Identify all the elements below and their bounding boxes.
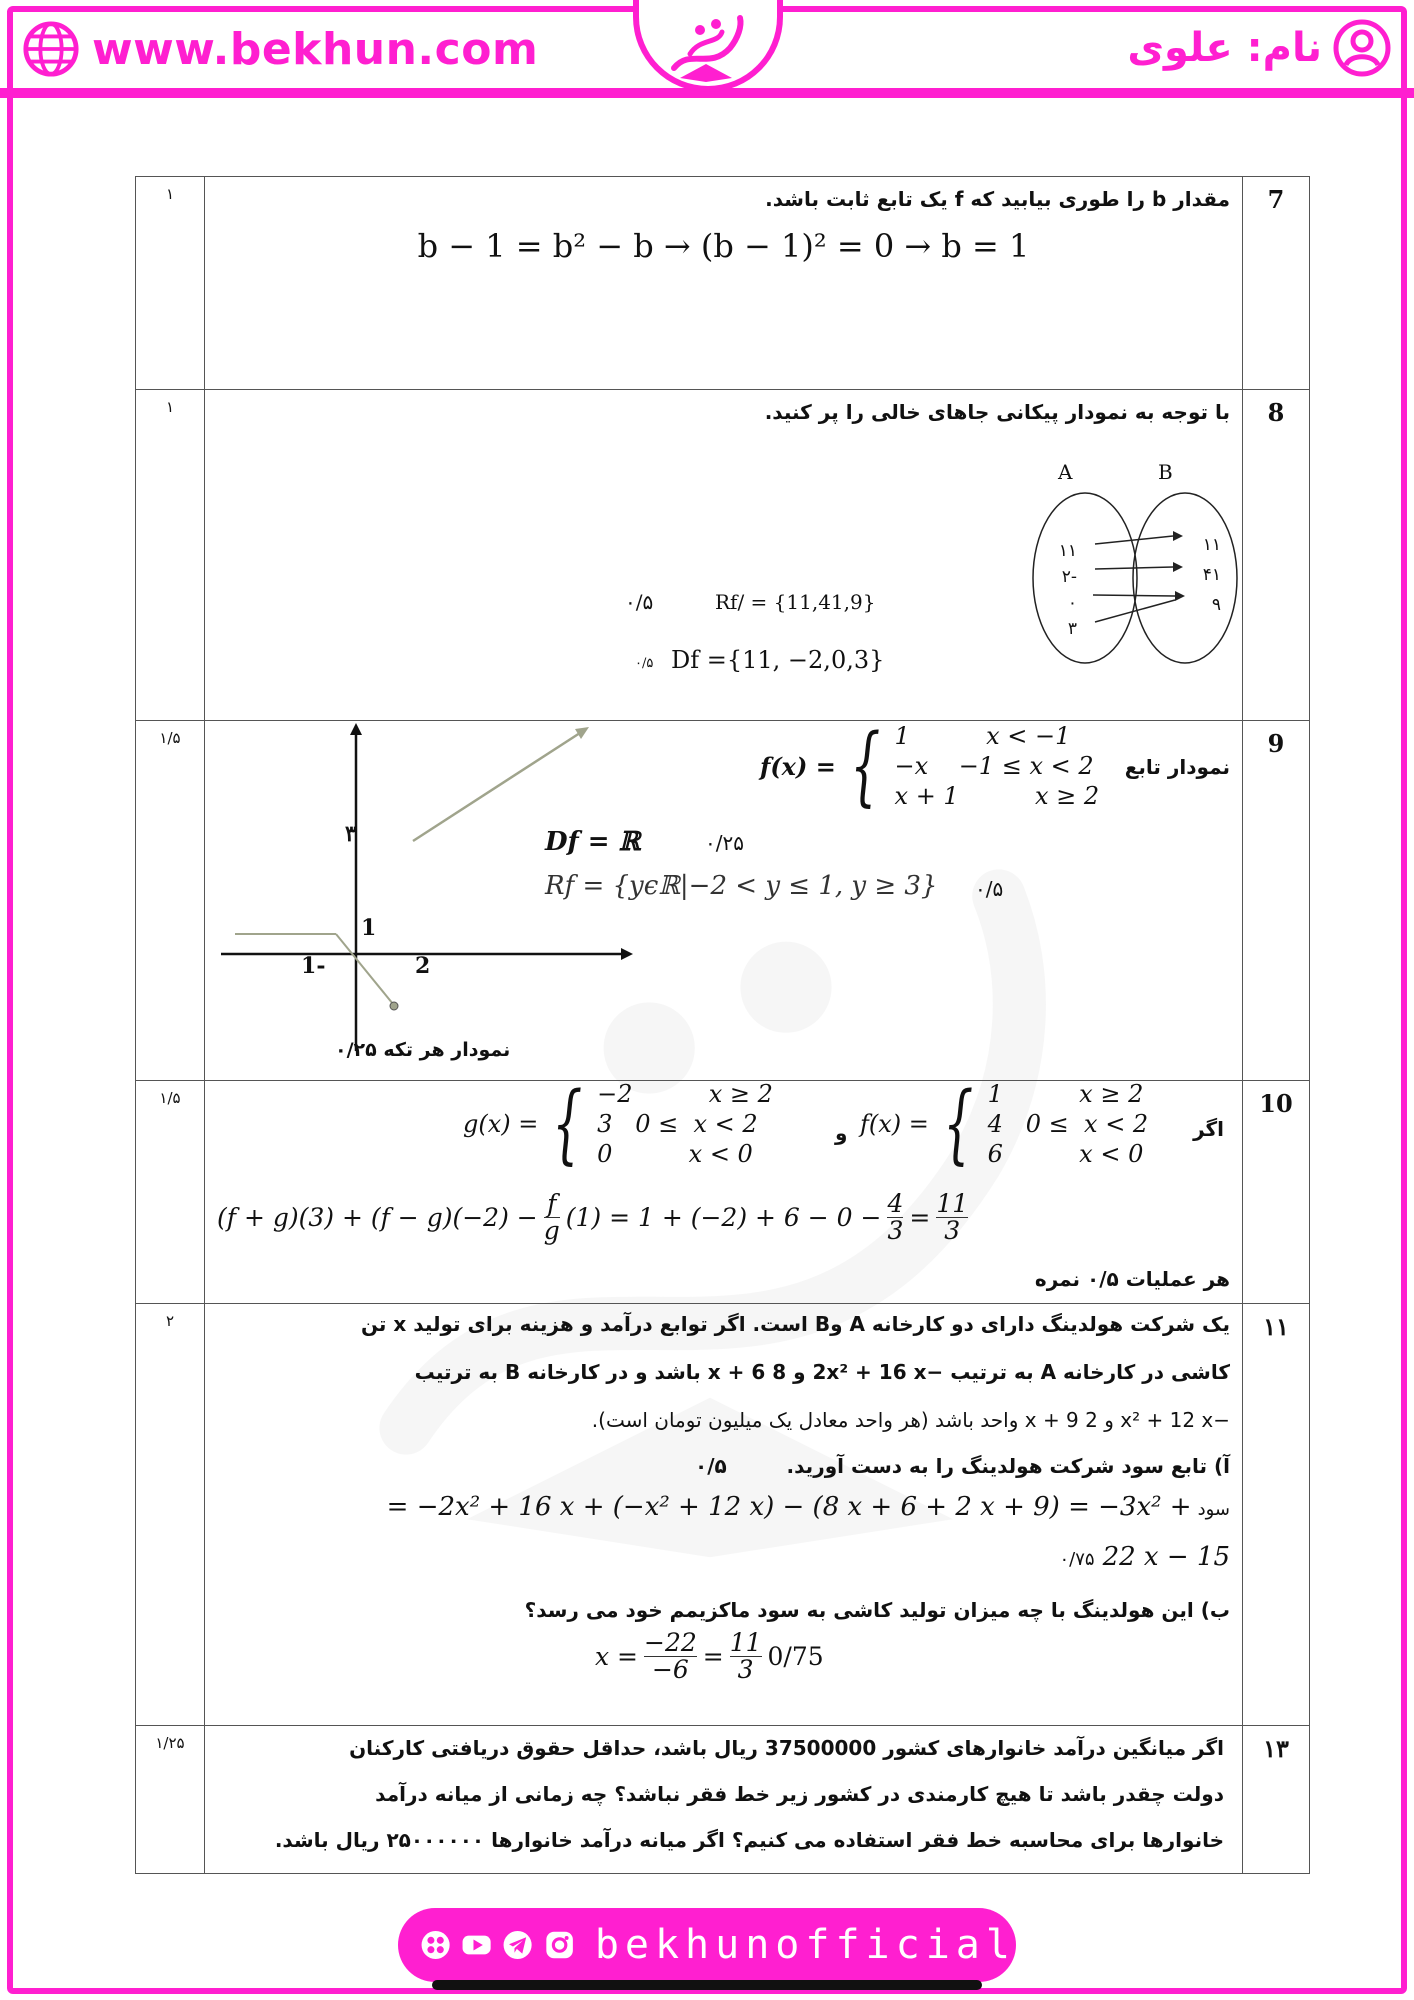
g-definition <box>463 1074 773 1174</box>
question-text: مقدار b را طوری بیابید که f یک تابع ثابت باشد. <box>765 187 1230 211</box>
graph-piece-3 <box>413 731 583 841</box>
xmax-score: 0/75 <box>767 1642 824 1671</box>
graph-piece-2 <box>336 934 393 1004</box>
graph-label-2: 2 <box>415 953 431 979</box>
graph-label-minus-1: -1 <box>301 953 326 979</box>
question-line: −x² + 12 x و 2 x + 9 واحد باشد (هر واحد معادل یک میلیون تومان است). <box>591 1408 1230 1432</box>
question-row-10 <box>136 1081 1310 1304</box>
globe-icon <box>22 20 80 78</box>
function-pieces <box>895 721 1100 811</box>
f-name: f(x) = <box>860 1110 929 1138</box>
set-b-item: ۴۱ <box>1202 565 1221 585</box>
question-row-11 <box>136 1304 1310 1726</box>
question-score: ۲ <box>136 1304 205 1726</box>
piece: −2 x ≥ 2 <box>597 1080 773 1108</box>
profit-equation-2: 22 x − 15 <box>1102 1542 1230 1572</box>
if-label: اگر <box>1193 1117 1224 1141</box>
question-line: دولت چقدر باشد تا هیچ کارمندی در کشور زیر خط فقر نباشد؟ چه زمانی از میانه درآمد <box>375 1782 1224 1806</box>
part-b: ب) این هولدینگ با چه میزان تولید کاشی به سود ماکزیمم خود می رسد؟ <box>524 1598 1230 1622</box>
graph-label-3: ۳ <box>345 821 357 847</box>
website-text: www.bekhun.com <box>92 23 539 75</box>
set-a-item: ۰ <box>1067 593 1077 613</box>
set-b-label: B <box>1158 460 1173 484</box>
profit-function <box>387 1492 1230 1522</box>
function-name: f(x) = <box>760 751 836 781</box>
question-body <box>205 390 1243 721</box>
set-a-item: ۳ <box>1067 619 1077 639</box>
graph-note: نمودار هر تکه ۰/۲۵ <box>335 1039 511 1061</box>
social-handle[interactable]: bekhunofficial <box>594 1922 1016 1968</box>
question-score: ۱ <box>136 390 205 721</box>
function-definition <box>760 716 1100 816</box>
and-label: و <box>835 1121 848 1145</box>
range-answer: Rf = {yϵℝ|−2 < y ≤ 1, y ≥ 3} <box>545 871 938 901</box>
domain-answer: Df ={11, −2,0,3} <box>671 646 885 674</box>
instagram-icon[interactable] <box>544 1925 575 1965</box>
piece: 6 x < 0 <box>987 1140 1144 1168</box>
set-b-item: ۹ <box>1211 595 1221 615</box>
set-a-items <box>1041 538 1077 642</box>
brace-icon: { <box>943 1074 974 1174</box>
calc-mid: (1) = 1 + (−2) + 6 − 0 − <box>565 1203 882 1232</box>
piece: 0 x < 0 <box>597 1140 753 1168</box>
piece: 3 0 ≤ x < 2 <box>597 1110 758 1138</box>
score-note: هر عملیات ۰/۵ نمره <box>1034 1267 1230 1291</box>
question-body <box>205 177 1243 390</box>
piece: 1 x < −1 <box>894 722 1071 750</box>
question-body <box>205 1074 1243 1304</box>
domain-answer: Df = ℝ <box>545 827 641 857</box>
piece: 1 x ≥ 2 <box>987 1080 1144 1108</box>
profit-equation: = −2x² + 16 x + (−x² + 12 x) − (8 x + 6 + 2 x + 9) = −3x² + <box>386 1492 1192 1522</box>
fraction-11-3: $\frac{11}{3}$ <box>936 1189 969 1245</box>
f-pieces <box>988 1079 1149 1169</box>
question-number: 10 <box>1243 1081 1310 1304</box>
footer-shadow <box>432 1980 982 1990</box>
question-body <box>205 716 1243 1081</box>
question-number: 7 <box>1243 177 1310 390</box>
student-name <box>1127 16 1392 80</box>
range-answer: Rf/ = {11,41,9} <box>715 590 876 614</box>
question-line: اگر میانگین درآمد خانوارهای کشور 37500000 ریال باشد، حداقل حقوق دریافتی کارکنان <box>349 1736 1224 1760</box>
website-label[interactable] <box>22 18 538 80</box>
piece: x + 1 x ≥ 2 <box>894 782 1100 810</box>
youtube-icon[interactable] <box>461 1925 492 1965</box>
question-number: ۱۱ <box>1243 1304 1310 1726</box>
aparat-icon[interactable] <box>420 1925 451 1965</box>
bekhun-logo-icon <box>660 8 756 86</box>
question-text: با توجه به نمودار پیکانی جاهای خالی را پر کنید. <box>764 400 1230 424</box>
xmax-answer: x = $\frac{-22}{-6}$ = $\frac{11}{3}$ 0/75 <box>595 1628 824 1684</box>
set-a-item: -۲ <box>1061 567 1077 587</box>
brace-icon: { <box>850 716 881 816</box>
fraction-fg: $\frac{f}{g}$ <box>543 1189 560 1245</box>
name-text: نام: علوی <box>1127 25 1322 71</box>
calc-left: (f + g)(3) + (f − g)(−2) − <box>217 1203 538 1232</box>
question-line: خانوارها برای محاسبه خط فقر استفاده می کنیم؟ اگر میانه درآمد خانوارها ۲۵۰۰۰۰۰۰ ریال باشد. <box>274 1828 1224 1852</box>
range-score: ۰/۵ <box>975 877 1004 901</box>
fraction-4-3: $\frac{4}{3}$ <box>887 1189 904 1245</box>
question-text: نمودار تابع <box>1124 755 1230 779</box>
question-number: ۱۳ <box>1243 1726 1310 1874</box>
part-a-score: ۰/۵ <box>695 1454 727 1478</box>
open-point <box>390 1002 398 1010</box>
question-row-8 <box>136 390 1310 721</box>
domain-score: ۰/۲۵ <box>705 831 744 855</box>
set-a-label: A <box>1058 460 1073 484</box>
profit-line2 <box>1060 1542 1231 1572</box>
question-score: ۱/۵ <box>136 1081 205 1304</box>
question-line: یک شرکت هولدینگ دارای دو کارخانه A وB است. اگر توابع درآمد و هزینه برای تولید x تن <box>360 1312 1230 1336</box>
g-name: g(x) = <box>463 1110 539 1138</box>
set-b-items <box>1185 530 1221 620</box>
piece: 4 0 ≤ x < 2 <box>987 1110 1149 1138</box>
question-row-9 <box>136 721 1310 1081</box>
domain-score: ۰/۵ <box>635 656 654 671</box>
f-definition <box>860 1074 1149 1174</box>
exam-table <box>135 176 1310 1874</box>
profit-score: ۰/۷۵ <box>1059 1549 1095 1570</box>
range-score: ۰/۵ <box>625 590 654 614</box>
answer-equation: b − 1 = b² − b → (b − 1)² = 0 → b = 1 <box>417 227 1030 265</box>
question-line: کاشی در کارخانه A به ترتیب −2x² + 16 x و 8 x + 6 باشد و در کارخانه B به ترتیب <box>414 1360 1230 1384</box>
piece: −x −1 ≤ x < 2 <box>894 752 1094 780</box>
social-footer[interactable] <box>398 1908 1016 1982</box>
profit-label: سود <box>1197 1499 1230 1520</box>
question-row-7 <box>136 177 1310 390</box>
telegram-icon[interactable] <box>502 1925 533 1965</box>
function-graph <box>213 721 633 1061</box>
g-pieces <box>597 1079 773 1169</box>
question-number: 9 <box>1243 721 1310 1081</box>
part-a: آ) تابع سود شرکت هولدینگ را به دست آورید. <box>786 1454 1230 1478</box>
question-score: ۱/۵ <box>136 721 205 1081</box>
question-body <box>205 1726 1243 1874</box>
graph-label-1: 1 <box>361 915 377 941</box>
user-avatar-icon <box>1332 18 1392 78</box>
question-score: ۱/۲۵ <box>136 1726 205 1874</box>
question-number: 8 <box>1243 390 1310 721</box>
set-a-item: ۱۱ <box>1058 541 1077 561</box>
question-score: ۱ <box>136 177 205 390</box>
question-row-13 <box>136 1726 1310 1874</box>
calculation: (f + g)(3) + (f − g)(−2) − $\frac{f}{g}$ (1) = 1 + (−2) + 6 − 0 − $\frac{4}{3}$ = $\frac{11}{3}$ <box>217 1189 969 1245</box>
brace-icon: { <box>552 1074 583 1174</box>
question-body <box>205 1304 1243 1726</box>
set-b-item: ۱۱ <box>1202 535 1221 555</box>
